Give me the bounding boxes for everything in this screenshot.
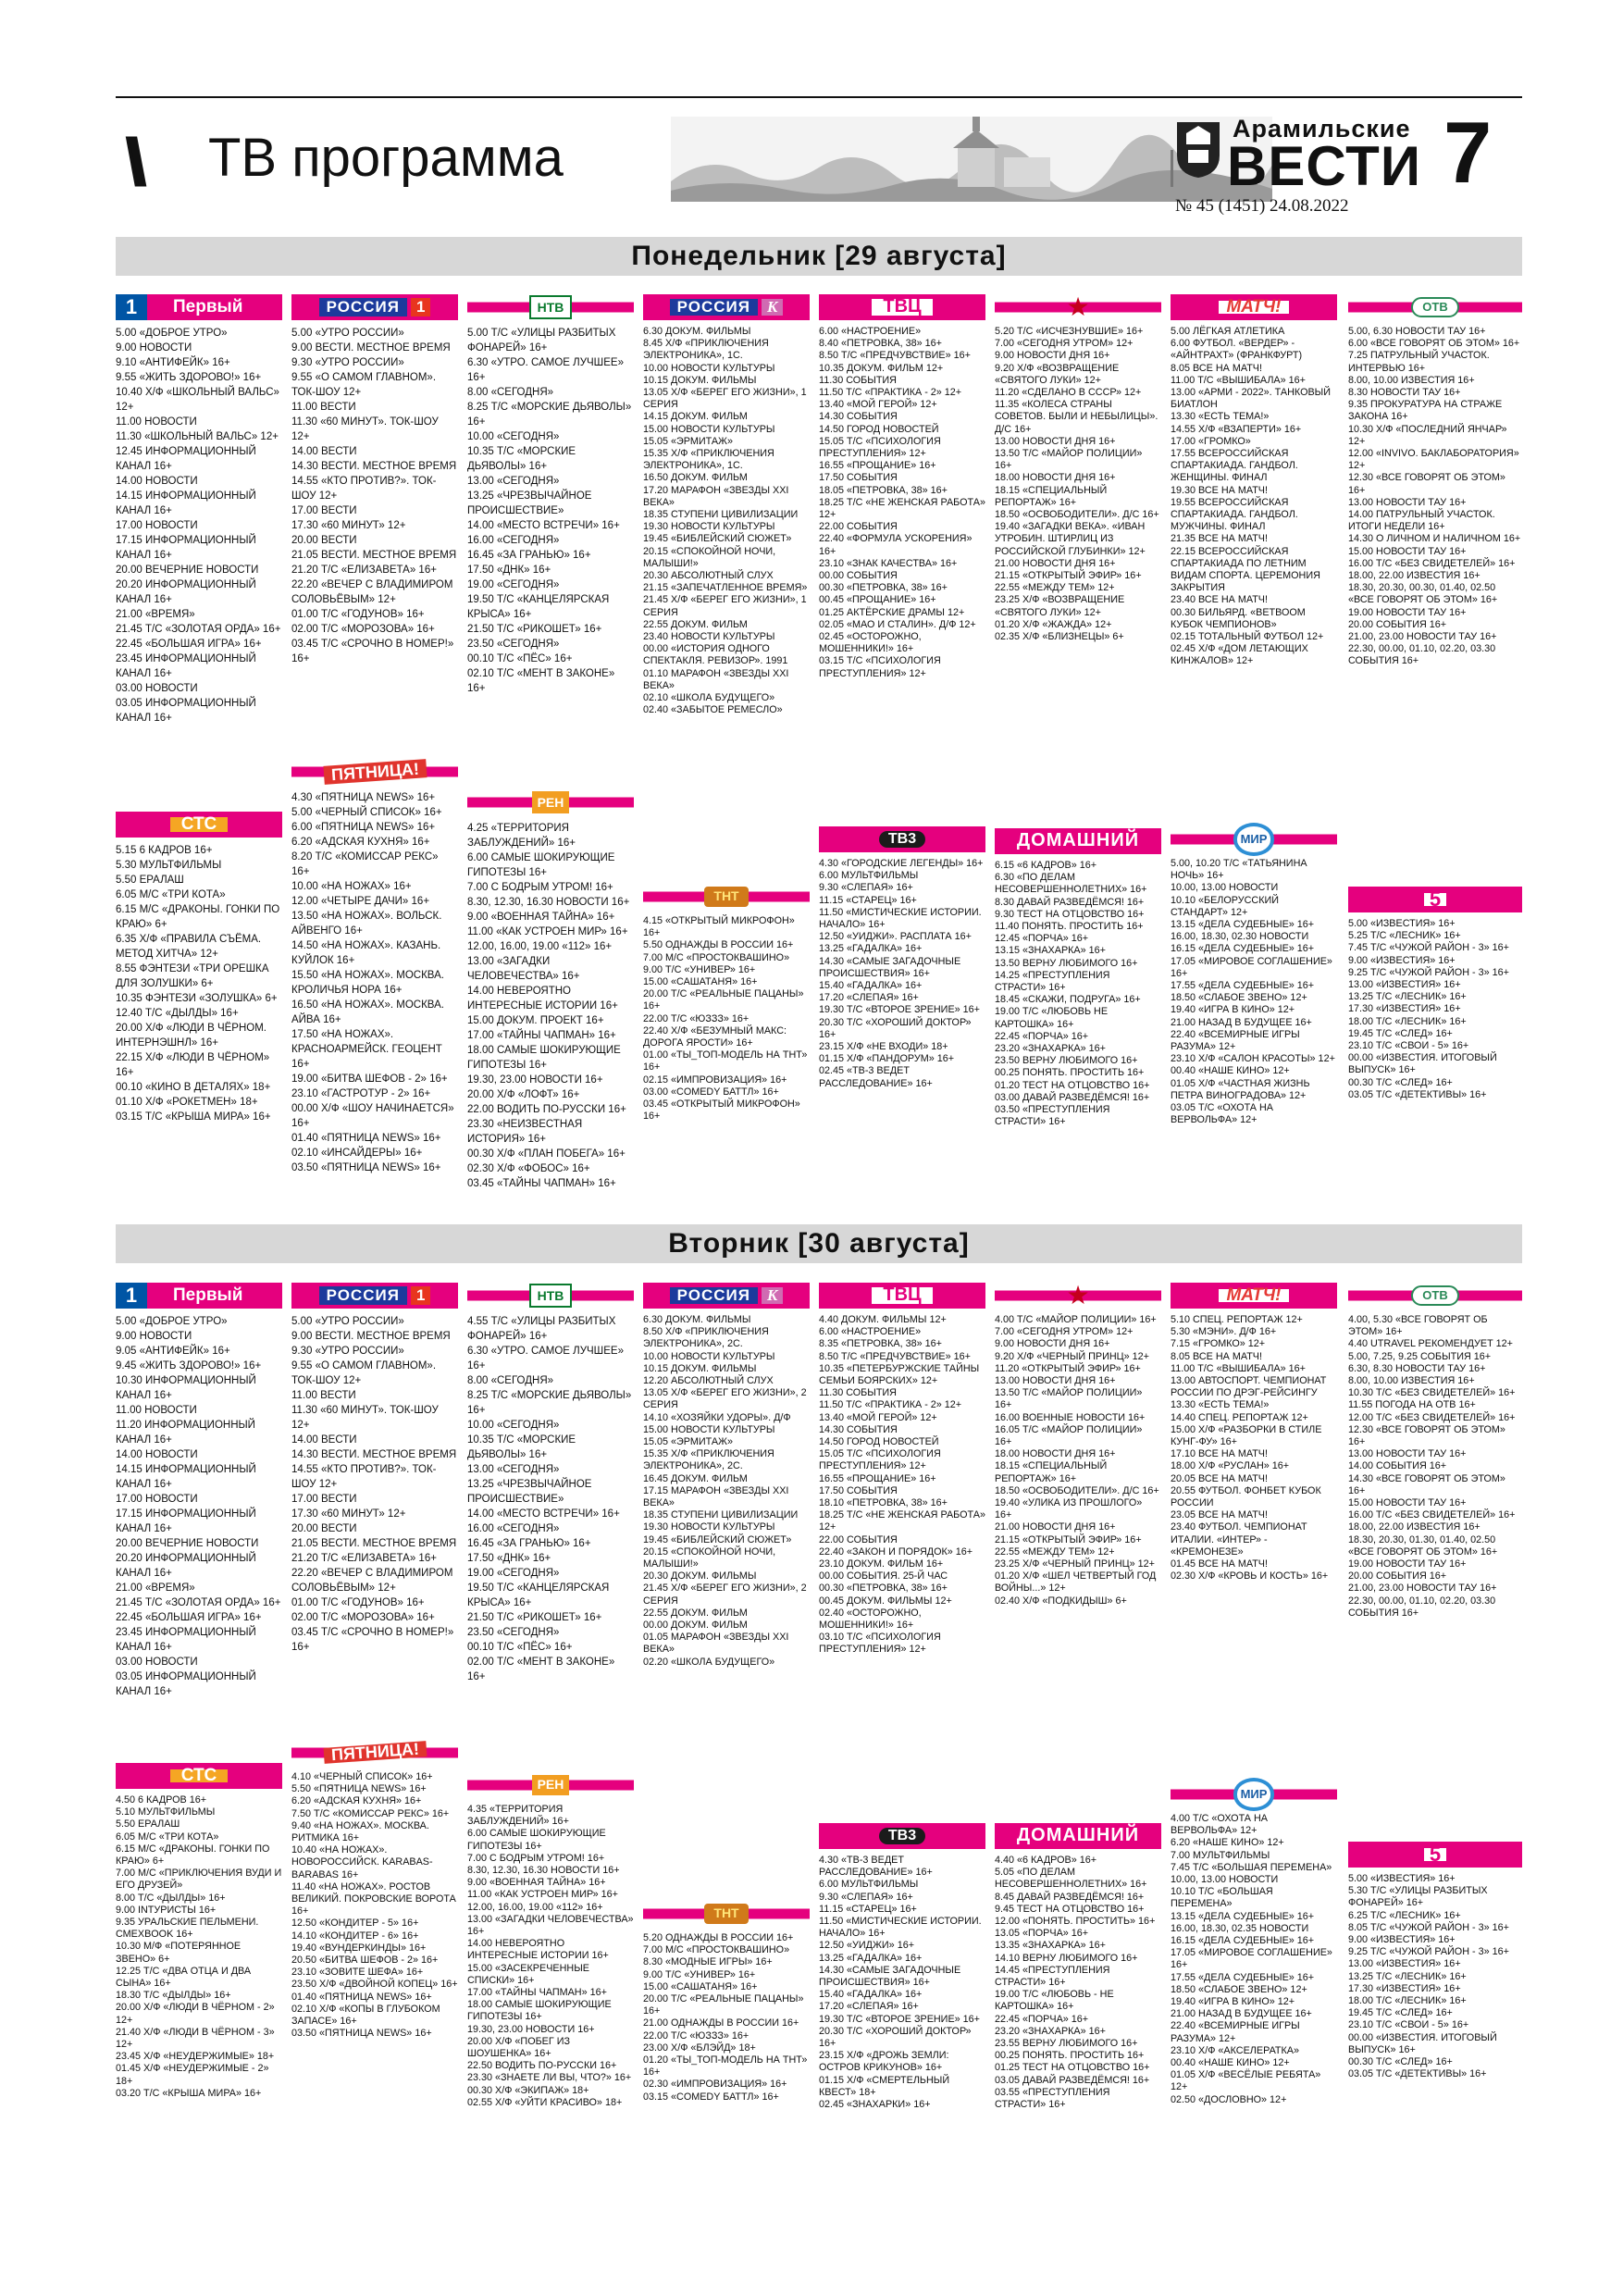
channel-column-first [116,1283,282,1699]
program-list: 5.00 «ДОБРОЕ УТРО» 9.00 НОВОСТИ 9.05 «АНТИФЕЙК» 16+ 9.45 «ЖИТЬ ЗДОРОВО!» 16+ 10.30 ИНФОРМАЦИОННЫЙ КАНАЛ 16+ 11.00 НОВОСТИ 11.20 ИНФОРМАЦИОННЫЙ КАНАЛ 16+ 14.00 НОВОСТИ 14.15 ИНФОРМАЦИОННЫЙ КАНАЛ 16+ 17.00 НОВОСТИ 17.15 ИНФОРМАЦИОННЫЙ КАНАЛ 16+ 20.00 ВЕЧЕРНИЕ НОВОСТИ 20.20 ИНФОРМАЦИОННЫЙ КАНАЛ 16+ 21.00 «ВРЕМЯ» 21.45 Т/С «ЗОЛОТАЯ ОРДА» 16+ 22.45 «БОЛЬШАЯ ИГРА» 16+ 23.45 ИНФОРМАЦИОННЫЙ КАНАЛ 16+ 03.00 НОВОСТИ 03.05 ИНФОРМАЦИОННЫЙ КАНАЛ 16+ [116,1316,281,1697]
section-title: ТВ программа [208,128,564,188]
program-list: 6.30 ДОКУМ. ФИЛЬМЫ 8.45 Х/Ф «ПРИКЛЮЧЕНИЯ ЭЛЕКТРОНИКА», 1С. 10.00 НОВОСТИ КУЛЬТУРЫ 10.15 ДОКУМ. ФИЛЬМЫ 13.05 Х/Ф «БЕРЕГ ЕГО ЖИЗНИ», 1 СЕРИЯ 14.15 ДОКУМ. ФИЛЬМ 15.00 НОВОСТИ КУЛЬТУРЫ 15.05 «ЭРМИТАЖ» 15.35 Х/Ф «ПРИКЛЮЧЕНИЯ ЭЛЕКТРОНИКА», 1С. 16.50 ДОКУМ. ФИЛЬМ 17.20 МАРАФОН «ЗВЕЗДЫ XXI ВЕКА» 18.35 СТУПЕНИ ЦИВИЛИЗАЦИИ 19.30 НОВОСТИ КУЛЬТУРЫ 19.45 «БИБЛЕЙСКИЙ СЮЖЕТ» 20.15 «СПОКОЙНОЙ НОЧИ, МАЛЫШИ!» 20.30 АБСОЛЮТНЫЙ СЛУХ 21.15 «ЗАПЕЧАТЛЕННОЕ ВРЕМЯ» 21.45 Х/Ф «БЕРЕГ ЕГО ЖИЗНИ», 1 СЕРИЯ 22.55 ДОКУМ. ФИЛЬМ 23.40 НОВОСТИ КУЛЬТУРЫ 00.00 «ИСТОРИЯ ОДНОГО СПЕКТАКЛЯ. РЕВИЗОР». 1991 01.10 МАРАФОН «ЗВЕЗДЫ XXI ВЕКА» 02.10 «ШКОЛА БУДУЩЕГО» 02.40 «ЗАБЫТОЕ РЕМЕСЛО» [643,326,808,716]
program-list: 4.30 «ТВ-3 ВЕДЕТ РАССЛЕДОВАНИЕ» 16+ 6.00 МУЛЬТФИЛЬМЫ 9.30 «СЛЕПАЯ» 16+ 11.15 «СТАРЕЦ» 16+ 11.50 «МИСТИЧЕСКИЕ ИСТОРИИ. НАЧАЛО» 16+ 12.50 «УИДЖИ» 16+ 13.25 «ГАДАЛКА» 16+ 14.30 «САМЫЕ ЗАГАДОЧНЫЕ ПРОИСШЕСТВИЯ» 16+ 15.40 «ГАДАЛКА» 16+ 17.20 «СЛЕПАЯ» 16+ 19.30 Т/С «ВТОРОЕ ЗРЕНИЕ» 16+ 20.30 Т/С «ХОРОШИЙ ДОКТОР» 16+ 23.15 Х/Ф «ДРОЖЬ ЗЕМЛИ: ОСТРОВ КРИКУНОВ» 16+ 01.15 Х/Ф «СМЕРТЕЛЬНЫЙ КВЕСТ» 18+ 02.45 «ЗНАХАРКИ» 16+ [819,1855,982,2111]
channel-column-ren [467,789,634,1191]
issue-info: № 45 (1451) 24.08.2022 [1175,196,1349,216]
channel-column-russia1 [291,1283,458,1655]
channel-column-five [1348,1842,1522,2080]
channel-logo-ren: РЕН [467,789,634,815]
program-list: 4.35 «ТЕРРИТОРИЯ ЗАБЛУЖДЕНИЙ» 16+ 6.00 САМЫЕ ШОКИРУЮЩИЕ ГИПОТЕЗЫ 16+ 7.00 С БОДРЫМ УТРОМ! 16+ 8.30, 12.30, 16.30 НОВОСТИ 16+ 9.00 «ВОЕННАЯ ТАЙНА» 16+ 11.00 «КАК УСТРОЕН МИР» 16+ 12.00, 16.00, 19.00 «112» 16+ 13.00 «ЗАГАДКИ ЧЕЛОВЕЧЕСТВА» 16+ 14.00 НЕВЕРОЯТНО ИНТЕРЕСНЫЕ ИСТОРИИ 16+ 15.00 «ЗАСЕКРЕЧЕННЫЕ СПИСКИ» 16+ 17.00 «ТАЙНЫ ЧАПМАН» 16+ 18.00 САМЫЕ ШОКИРУЮЩИЕ ГИПОТЕЗЫ 16+ 19.30, 23.00 НОВОСТИ 16+ 20.00 Х/Ф «ПОБЕГ ИЗ ШОУШЕНКА» 16+ 22.50 ВОДИТЬ ПО-РУССКИ 16+ 23.30 «ЗНАЕТЕ ЛИ ВЫ, ЧТО?» 16+ 00.30 Х/Ф «ЭКИПАЖ» 18+ 02.55 Х/Ф «УЙТИ КРАСИВО» 18+ [467,1804,634,2108]
channel-column-tnt [643,1901,810,2104]
channel-logo-ntv: НТВ [467,1283,634,1309]
newspaper-name-small: Арамильские [1233,115,1411,143]
channel-logo-first: 1 Первый [116,294,282,320]
channel-logo-sts: СТС [116,1763,282,1789]
program-list: 4.00 Т/С «ОХОТА НА ВЕРВОЛЬФА» 12+ 6.20 «НАШЕ КИНО» 12+ 7.00 МУЛЬТФИЛЬМЫ 7.45 Т/С «БОЛЬШАЯ ПЕРЕМЕНА» 10.00, 13.00 НОВОСТИ 10.10 Т/С «БОЛЬШАЯ ПЕРЕМЕНА» 13.15 «ДЕЛА СУДЕБНЫЕ» 16+ 16.00, 18.30, 02.35 НОВОСТИ 16.15 «ДЕЛА СУДЕБНЫЕ» 16+ 17.05 «МИРОВОЕ СОГЛАШЕНИЕ» 16+ 17.55 «ДЕЛА СУДЕБНЫЕ» 16+ 18.50 «СЛАБОЕ ЗВЕНО» 12+ 19.40 «ИГРА В КИНО» 12+ 21.00 НАЗАД В БУДУЩЕЕ 16+ 22.40 «ВСЕМИРНЫЕ ИГРЫ РАЗУМА» 12+ 23.10 Х/Ф «АКСЕЛЕРАТКА» 00.40 «НАШЕ КИНО» 12+ 01.05 Х/Ф «ВЕСЁЛЫЕ РЕБЯТА» 12+ 02.50 «ДОСЛОВНО» 12+ [1171,1813,1332,2105]
channel-column-ren [467,1772,634,2109]
channel-column-ntv [467,294,634,696]
channel-column-match [1171,1283,1337,1582]
channel-column-first [116,294,282,726]
channel-logo-five: 5 [1348,1842,1522,1868]
program-list: 4.30 «ПЯТНИЦА NEWS» 16+ 5.00 «ЧЕРНЫЙ СПИСОК» 16+ 6.00 «ПЯТНИЦА NEWS» 16+ 6.20 «АДСКАЯ КУХНЯ» 16+ 8.20 Т/С «КОМИССАР РЕКС» 16+ 10.00 «НА НОЖАХ» 16+ 12.00 «ЧЕТЫРЕ ДАЧИ» 16+ 13.50 «НА НОЖАХ». ВОЛЬСК. АЙВЕНГО 16+ 14.50 «НА НОЖАХ». КАЗАНЬ. КУЙЛОК 16+ 15.50 «НА НОЖАХ». МОСКВА. КРОЛИЧЬЯ НОРА 16+ 16.50 «НА НОЖАХ». МОСКВА. АЙВА 16+ 17.50 «НА НОЖАХ». КРАСНОАРМЕЙСК. ГЕОЦЕНТ 16+ 19.00 «БИТВА ШЕФОВ - 2» 16+ 23.10 «ГАСТРОТУР - 2» 16+ 00.00 Х/Ф «ШОУ НАЧИНАЕТСЯ» 16+ 01.40 «ПЯТНИЦА NEWS» 16+ 02.10 «ИНСАЙДЕРЫ» 16+ 03.50 «ПЯТНИЦА NEWS» 16+ [291,792,454,1173]
channel-logo-zvezda [995,294,1161,320]
channel-logo-match: МАТЧ! [1171,294,1337,320]
program-list: 6.00 «НАСТРОЕНИЕ» 8.40 «ПЕТРОВКА, 38» 16+ 8.50 Т/С «ПРЕДЧУВСТВИЕ» 16+ 10.35 ДОКУМ. ФИЛЬМ 12+ 11.30 СОБЫТИЯ 11.50 Т/С «ПРАКТИКА - 2» 12+ 13.40 «МОЙ ГЕРОЙ» 12+ 14.30 СОБЫТИЯ 14.50 ГОРОД НОВОСТЕЙ 15.05 Т/С «ПСИХОЛОГИЯ ПРЕСТУПЛЕНИЯ» 12+ 16.55 «ПРОЩАНИЕ» 16+ 17.50 СОБЫТИЯ 18.05 «ПЕТРОВКА, 38» 16+ 18.25 Т/С «НЕ ЖЕНСКАЯ РАБОТА» 12+ 22.00 СОБЫТИЯ 22.40 «ФОРМУЛА УСКОРЕНИЯ» 16+ 23.10 «ЗНАК КАЧЕСТВА» 16+ 00.00 СОБЫТИЯ 00.30 «ПЕТРОВКА, 38» 16+ 00.45 «ПРОЩАНИЕ» 16+ 01.25 АКТЁРСКИЕ ДРАМЫ 12+ 02.05 «МАО И СТАЛИН». Д/Ф 12+ 02.45 «ОСТОРОЖНО, МОШЕННИКИ!» 16+ 03.15 Т/С «ПСИХОЛОГИЯ ПРЕСТУПЛЕНИЯ» 12+ [819,326,985,679]
channel-logo-tv3: ТВ3 [819,826,985,852]
channel-logo-tvc: ТВЦ [819,294,985,320]
channel-column-tvc [819,1283,985,1657]
star-icon: ★ [1066,1281,1090,1310]
program-list: 4.50 6 КАДРОВ 16+ 5.10 МУЛЬТФИЛЬМЫ 5.50 ЕРАЛАШ 6.05 М/С «ТРИ КОТА» 6.15 М/С «ДРАКОНЫ. ГОНКИ ПО КРАЮ» 6+ 7.00 М/С «ПРИКЛЮЧЕНИЯ ВУДИ И ЕГО ДРУЗЕЙ» 8.00 Т/С «ДЫЛДЫ» 16+ 9.00 INTУРИСТЫ 16+ 9.35 УРАЛЬСКИЕ ПЕЛЬМЕНИ. СМЕХBOOK 16+ 10.30 М/Ф «ПОТЕРЯННОЕ ЗВЕНО» 6+ 12.25 Т/С «ДВА ОТЦА И ДВА СЫНА» 16+ 18.30 Т/С «ДЫЛДЫ» 16+ 20.00 Х/Ф «ЛЮДИ В ЧЁРНОМ - 2» 12+ 21.40 Х/Ф «ЛЮДИ В ЧЁРНОМ - 3» 12+ 23.45 Х/Ф «НЕУДЕРЖИМЫЕ» 18+ 01.45 Х/Ф «НЕУДЕРЖИМЫЕ - 2» 18+ 03.20 Т/С «КРЫША МИРА» 16+ [116,1794,282,2099]
program-list: 6.30 ДОКУМ. ФИЛЬМЫ 8.50 Х/Ф «ПРИКЛЮЧЕНИЯ ЭЛЕКТРОНИКА», 2С. 10.00 НОВОСТИ КУЛЬТУРЫ 10.15 ДОКУМ. ФИЛЬМЫ 12.20 АБСОЛЮТНЫЙ СЛУХ 13.05 Х/Ф «БЕРЕГ ЕГО ЖИЗНИ», 2 СЕРИЯ 14.10 «ХОЗЯЙКИ УДОРЫ». Д/Ф 15.00 НОВОСТИ КУЛЬТУРЫ 15.05 «ЭРМИТАЖ» 15.35 Х/Ф «ПРИКЛЮЧЕНИЯ ЭЛЕКТРОНИКА», 2С. 16.45 ДОКУМ. ФИЛЬМ 17.15 МАРАФОН «ЗВЕЗДЫ XXI ВЕКА» 18.35 СТУПЕНИ ЦИВИЛИЗАЦИИ 19.30 НОВОСТИ КУЛЬТУРЫ 19.45 «БИБЛЕЙСКИЙ СЮЖЕТ» 20.15 «СПОКОЙНОЙ НОЧИ, МАЛЫШИ!» 20.30 ДОКУМ. ФИЛЬМЫ 21.45 Х/Ф «БЕРЕГ ЕГО ЖИЗНИ», 2 СЕРИЯ 22.55 ДОКУМ. ФИЛЬМ 00.00 ДОКУМ. ФИЛЬМ 01.05 МАРАФОН «ЗВЕЗДЫ XXI ВЕКА» 02.20 «ШКОЛА БУДУЩЕГО» [643,1314,807,1668]
channel-logo-domashny: ДОМАШНИЙ [995,828,1161,854]
program-list: 4.40 «6 КАДРОВ» 16+ 5.05 «ПО ДЕЛАМ НЕСОВЕРШЕННОЛЕТНИХ» 16+ 8.45 ДАВАЙ РАЗВЕДЁМСЯ! 16+ 9.45 ТЕСТ НА ОТЦОВСТВО 16+ 12.00 «ПОНЯТЬ. ПРОСТИТЬ» 16+ 13.05 «ПОРЧА» 16+ 13.35 «ЗНАХАРКА» 16+ 14.10 ВЕРНУ ЛЮБИМОГО 16+ 14.45 «ПРЕСТУПЛЕНИЯ СТРАСТИ» 16+ 19.00 Т/С «ЛЮБОВЬ - НЕ КАРТОШКА» 16+ 22.45 «ПОРЧА» 16+ 23.20 «ЗНАХАРКА» 16+ 23.55 ВЕРНУ ЛЮБИМОГО 16+ 00.25 ПОНЯТЬ. ПРОСТИТЬ 16+ 01.25 ТЕСТ НА ОТЦОВСТВО 16+ 03.05 ДАВАЙ РАЗВЕДЁМСЯ! 16+ 03.55 «ПРЕСТУПЛЕНИЯ СТРАСТИ» 16+ [995,1855,1156,2111]
channel-column-tnt [643,884,810,1123]
channel-logo-kultura: РОССИЯ K [643,1283,810,1309]
page-number: 7 [1443,104,1493,201]
program-list: 5.00 «УТРО РОССИИ» 9.00 ВЕСТИ. МЕСТНОЕ ВРЕМЯ 9.30 «УТРО РОССИИ» 9.55 «О САМОМ ГЛАВНОМ». ТОК-ШОУ 12+ 11.00 ВЕСТИ 11.30 «60 МИНУТ». ТОК-ШОУ 12+ 14.00 ВЕСТИ 14.30 ВЕСТИ. МЕСТНОЕ ВРЕМЯ 14.55 «КТО ПРОТИВ?». ТОК-ШОУ 12+ 17.00 ВЕСТИ 17.30 «60 МИНУТ» 12+ 20.00 ВЕСТИ 21.05 ВЕСТИ. МЕСТНОЕ ВРЕМЯ 21.20 Т/С «ЕЛИЗАВЕТА» 16+ 22.20 «ВЕЧЕР С ВЛАДИМИРОМ СОЛОВЬЁВЫМ» 12+ 01.00 Т/С «ГОДУНОВ» 16+ 02.00 Т/С «МОРОЗОВА» 16+ 03.45 Т/С «СРОЧНО В НОМЕР!» 16+ [291,328,457,664]
program-list: 5.15 6 КАДРОВ 16+ 5.30 МУЛЬТФИЛЬМЫ 5.50 ЕРАЛАШ 6.05 М/С «ТРИ КОТА» 6.15 М/С «ДРАКОНЫ. ГОНКИ ПО КРАЮ» 6+ 6.35 Х/Ф «ПРАВИЛА СЪЁМА. МЕТОД ХИТЧА» 12+ 8.55 ФЭНТЕЗИ «ТРИ ОРЕШКА ДЛЯ ЗОЛУШКИ» 6+ 10.35 ФЭНТЕЗИ «ЗОЛУШКА» 6+ 12.40 Т/С «ДЫЛДЫ» 16+ 20.00 Х/Ф «ЛЮДИ В ЧЁРНОМ. ИНТЕРНЭШНЛ» 16+ 22.15 Х/Ф «ЛЮДИ В ЧЁРНОМ» 16+ 00.10 «КИНО В ДЕТАЛЯХ» 18+ 01.10 Х/Ф «РОКЕТМЕН» 18+ 03.15 Т/С «КРЫША МИРА» 16+ [116,845,280,1123]
channel-logo-first: 1 Первый [116,1283,282,1309]
channel-logo-pyatnitsa: ПЯТНИЦА! [291,759,458,785]
channel-logo-russia1: РОССИЯ 1 [291,294,458,320]
channel-column-kultura [643,294,810,717]
channel-logo-ren: РЕН [467,1772,634,1798]
channel-column-domashny [995,1823,1161,2111]
program-list: 4.25 «ТЕРРИТОРИЯ ЗАБЛУЖДЕНИЙ» 16+ 6.00 САМЫЕ ШОКИРУЮЩИЕ ГИПОТЕЗЫ 16+ 7.00 С БОДРЫМ УТРОМ! 16+ 8.30, 12.30, 16.30 НОВОСТИ 16+ 9.00 «ВОЕННАЯ ТАЙНА» 16+ 11.00 «КАК УСТРОЕН МИР» 16+ 12.00, 16.00, 19.00 «112» 16+ 13.00 «ЗАГАДКИ ЧЕЛОВЕЧЕСТВА» 16+ 14.00 НЕВЕРОЯТНО ИНТЕРЕСНЫЕ ИСТОРИИ 16+ 15.00 ДОКУМ. ПРОЕКТ 16+ 17.00 «ТАЙНЫ ЧАПМАН» 16+ 18.00 САМЫЕ ШОКИРУЮЩИЕ ГИПОТЕЗЫ 16+ 19.30, 23.00 НОВОСТИ 16+ 20.00 Х/Ф «ЛОФТ» 16+ 22.00 ВОДИТЬ ПО-РУССКИ 16+ 23.30 «НЕИЗВЕСТНАЯ ИСТОРИЯ» 16+ 00.30 Х/Ф «ПЛАН ПОБЕГА» 16+ 02.30 Х/Ф «ФОБОС» 16+ 03.45 «ТАЙНЫ ЧАПМАН» 16+ [467,823,630,1189]
program-list: 5.00, 6.30 НОВОСТИ ТАУ 16+ 6.00 «ВСЕ ГОВОРЯТ ОБ ЭТОМ» 16+ 7.25 ПАТРУЛЬНЫЙ УЧАСТОК. ИНТЕРВЬЮ 16+ 8.00, 10.00 ИЗВЕСТИЯ 16+ 8.30 НОВОСТИ ТАУ 16+ 9.35 ПРОКУРАТУРА НА СТРАЖЕ ЗАКОНА 16+ 10.30 Х/Ф «ПОСЛЕДНИЙ ЯНЧАР» 12+ 12.00 «INVIVO. БАКЛАБОРАТОРИЯ» 12+ 12.30 «ВСЕ ГОВОРЯТ ОБ ЭТОМ» 16+ 13.00 НОВОСТИ ТАУ 16+ 14.00 ПАТРУЛЬНЫЙ УЧАСТОК. ИТОГИ НЕДЕЛИ 16+ 14.30 О ЛИЧНОМ И НАЛИЧНОМ 16+ 15.00 НОВОСТИ ТАУ 16+ 16.00 Т/С «БЕЗ СВИДЕТЕЛЕЙ» 16+ 18.00, 22.00 ИЗВЕСТИЯ 16+ 18.30, 20.30, 00.30, 01.40, 02.50 «ВСЕ ГОВОРЯТ ОБ ЭТОМ» 16+ 19.00 НОВОСТИ ТАУ 16+ 20.00 СОБЫТИЯ 16+ 21.00, 23.00 НОВОСТИ ТАУ 16+ 22.30, 00.00, 01.10, 02.20, 03.30 СОБЫТИЯ 16+ [1348,326,1521,667]
program-list: 5.20 Т/С «ИСЧЕЗНУВШИЕ» 16+ 7.00 «СЕГОДНЯ УТРОМ» 12+ 9.00 НОВОСТИ ДНЯ 16+ 9.20 Х/Ф «ВОЗВРАЩЕНИЕ «СВЯТОГО ЛУКИ» 12+ 11.20 «СДЕЛАНО В СССР» 12+ 11.35 «КОЛЕСА СТРАНЫ СОВЕТОВ. БЫЛИ И НЕБЫЛИЦЫ». Д/С 16+ 13.00 НОВОСТИ ДНЯ 16+ 13.50 Т/С «МАЙОР ПОЛИЦИИ» 16+ 18.00 НОВОСТИ ДНЯ 16+ 18.15 «СПЕЦИАЛЬНЫЙ РЕПОРТАЖ» 16+ 18.50 «ОСВОБОДИТЕЛИ». Д/С 16+ 19.40 «ЗАГАДКИ ВЕКА». «ИВАН УТРОБИН. ШТИРЛИЦ ИЗ РОССИЙСКОЙ ГЛУБИНКИ» 12+ 21.00 НОВОСТИ ДНЯ 16+ 21.15 «ОТКРЫТЫЙ ЭФИР» 16+ 22.55 «МЕЖДУ ТЕМ» 12+ 23.25 Х/Ф «ВОЗВРАЩЕНИЕ «СВЯТОГО ЛУКИ» 12+ 01.20 Х/Ф «ЖАЖДА» 12+ 02.35 Х/Ф «БЛИЗНЕЦЫ» 6+ [995,326,1159,643]
channel-logo-kultura: РОССИЯ K [643,294,810,320]
channel-column-sts [116,812,282,1124]
coat-of-arms-icon [1175,120,1221,180]
program-list: 4.10 «ЧЕРНЫЙ СПИСОК» 16+ 5.50 «ПЯТНИЦА NEWS» 16+ 6.20 «АДСКАЯ КУХНЯ» 16+ 7.50 Т/С «КОМИССАР РЕКС» 16+ 9.40 «НА НОЖАХ». МОСКВА. РИТМИКА 16+ 10.40 «НА НОЖАХ». НОВОРОССИЙСК. KARABAS-BARABAS 16+ 11.40 «НА НОЖАХ». РОСТОВ ВЕЛИКИЙ. ПОКРОВСКИЕ ВОРОТА 16+ 12.50 «КОНДИТЕР - 5» 16+ 14.10 «КОНДИТЕР - 6» 16+ 19.40 «ВУНДЕРКИНДЫ» 16+ 20.50 «БИТВА ШЕФОВ - 2» 16+ 23.10 «ЗОВИТЕ ШЕФА» 16+ 23.50 Х/Ф «ДВОЙНОЙ КОПЕЦ» 16+ 01.40 «ПЯТНИЦА NEWS» 16+ 02.10 Х/Ф «КОПЫ В ГЛУБОКОМ ЗАПАСЕ» 16+ 03.50 «ПЯТНИЦА NEWS» 16+ [291,1771,458,2040]
channel-column-match [1171,294,1337,668]
program-list: 5.00, 10.20 Т/С «ТАТЬЯНИНА НОЧЬ» 16+ 10.00, 13.00 НОВОСТИ 10.10 «БЕЛОРУССКИЙ СТАНДАРТ» 12+ 13.15 «ДЕЛА СУДЕБНЫЕ» 16+ 16.00, 18.30, 02.30 НОВОСТИ 16.15 «ДЕЛА СУДЕБНЫЕ» 16+ 17.05 «МИРОВОЕ СОГЛАШЕНИЕ» 16+ 17.55 «ДЕЛА СУДЕБНЫЕ» 16+ 18.50 «СЛАБОЕ ЗВЕНО» 12+ 19.40 «ИГРА В КИНО» 12+ 21.00 НАЗАД В БУДУЩЕЕ 16+ 22.40 «ВСЕМИРНЫЕ ИГРЫ РАЗУМА» 12+ 23.10 Х/Ф «САЛОН КРАСОТЫ» 12+ 00.40 «НАШЕ КИНО» 12+ 01.05 Х/Ф «ЧАСТНАЯ ЖИЗНЬ ПЕТРА ВИНОГРАДОВА» 12+ 03.05 Т/С «ОХОТА НА ВЕРВОЛЬФА» 12+ [1171,858,1335,1126]
channel-logo-zvezda [995,1283,1161,1309]
channel-logo-mir: МИР [1171,826,1337,852]
channel-logo-pyatnitsa: ПЯТНИЦА! [291,1740,458,1766]
channel-column-russia1 [291,294,458,666]
program-list: 5.00 «ИЗВЕСТИЯ» 16+ 5.25 Т/С «ЛЕСНИК» 16+ 7.45 Т/С «ЧУЖОЙ РАЙОН - 3» 16+ 9.00 «ИЗВЕСТИЯ» 16+ 9.25 Т/С «ЧУЖОЙ РАЙОН - 3» 16+ 13.00 «ИЗВЕСТИЯ» 16+ 13.25 Т/С «ЛЕСНИК» 16+ 17.30 «ИЗВЕСТИЯ» 16+ 18.00 Т/С «ЛЕСНИК» 16+ 19.45 Т/С «СЛЕД» 16+ 23.10 Т/С «СВОИ - 5» 16+ 00.00 «ИЗВЕСТИЯ. ИТОГОВЫЙ ВЫПУСК» 16+ 00.30 Т/С «СЛЕД» 16+ 03.05 Т/С «ДЕТЕКТИВЫ» 16+ [1348,918,1509,1100]
channel-column-pyatnitsa [291,1740,458,2040]
channel-column-otr [1348,1283,1522,1620]
program-list: 6.15 «6 КАДРОВ» 16+ 6.30 «ПО ДЕЛАМ НЕСОВЕРШЕННОЛЕТНИХ» 16+ 8.30 ДАВАЙ РАЗВЕДЁМСЯ! 16+ 9.30 ТЕСТ НА ОТЦОВСТВО 16+ 11.40 ПОНЯТЬ. ПРОСТИТЬ 16+ 12.45 «ПОРЧА» 16+ 13.15 «ЗНАХАРКА» 16+ 13.50 ВЕРНУ ЛЮБИМОГО 16+ 14.25 «ПРЕСТУПЛЕНИЯ СТРАСТИ» 16+ 18.45 «СКАЖИ, ПОДРУГА» 16+ 19.00 Т/С «ЛЮБОВЬ НЕ КАРТОШКА» 16+ 22.45 «ПОРЧА» 16+ 23.20 «ЗНАХАРКА» 16+ 23.50 ВЕРНУ ЛЮБИМОГО 16+ 00.25 ПОНЯТЬ. ПРОСТИТЬ 16+ 01.20 ТЕСТ НА ОТЦОВСТВО 16+ 03.00 ДАВАЙ РАЗВЕДЁМСЯ! 16+ 03.50 «ПРЕСТУПЛЕНИЯ СТРАСТИ» 16+ [995,860,1150,1128]
program-list: 4.30 «ГОРОДСКИЕ ЛЕГЕНДЫ» 16+ 6.00 МУЛЬТФИЛЬМЫ 9.30 «СЛЕПАЯ» 16+ 11.15 «СТАРЕЦ» 16+ 11.50 «МИСТИЧЕСКИЕ ИСТОРИИ. НАЧАЛО» 16+ 12.50 «УИДЖИ». РАСПЛАТА 16+ 13.25 «ГАДАЛКА» 16+ 14.30 «САМЫЕ ЗАГАДОЧНЫЕ ПРОИСШЕСТВИЯ» 16+ 15.40 «ГАДАЛКА» 16+ 17.20 «СЛЕПАЯ» 16+ 19.30 Т/С «ВТОРОЕ ЗРЕНИЕ» 16+ 20.30 Т/С «ХОРОШИЙ ДОКТОР» 16+ 23.15 Х/Ф «НЕ ВХОДИ» 18+ 01.15 Х/Ф «ПАНДОРУМ» 16+ 02.45 «ТВ-3 ВЕДЕТ РАССЛЕДОВАНИЕ» 16+ [819,858,984,1089]
newspaper-name-big: ВЕСТИ [1227,135,1421,197]
channel-column-sts [116,1763,282,2100]
program-list: 5.00 «ДОБРОЕ УТРО» 9.00 НОВОСТИ 9.10 «АНТИФЕЙК» 16+ 9.55 «ЖИТЬ ЗДОРОВО!» 16+ 10.40 Х/Ф «ШКОЛЬНЫЙ ВАЛЬС» 12+ 11.00 НОВОСТИ 11.30 «ШКОЛЬНЫЙ ВАЛЬС» 12+ 12.45 ИНФОРМАЦИОННЫЙ КАНАЛ 16+ 14.00 НОВОСТИ 14.15 ИНФОРМАЦИОННЫЙ КАНАЛ 16+ 17.00 НОВОСТИ 17.15 ИНФОРМАЦИОННЫЙ КАНАЛ 16+ 20.00 ВЕЧЕРНИЕ НОВОСТИ 20.20 ИНФОРМАЦИОННЫЙ КАНАЛ 16+ 21.00 «ВРЕМЯ» 21.45 Т/С «ЗОЛОТАЯ ОРДА» 16+ 22.45 «БОЛЬШАЯ ИГРА» 16+ 23.45 ИНФОРМАЦИОННЫЙ КАНАЛ 16+ 03.00 НОВОСТИ 03.05 ИНФОРМАЦИОННЫЙ КАНАЛ 16+ [116,328,281,724]
program-list: 4.40 ДОКУМ. ФИЛЬМЫ 12+ 6.00 «НАСТРОЕНИЕ» 8.35 «ПЕТРОВКА, 38» 16+ 8.50 Т/С «ПРЕДЧУВСТВИЕ» 16+ 10.35 «ПЕТЕРБУРЖСКИЕ ТАЙНЫ СЕМЬИ БОЯРСКИХ» 12+ 11.30 СОБЫТИЯ 11.50 Т/С «ПРАКТИКА - 2» 12+ 13.40 «МОЙ ГЕРОЙ» 12+ 14.30 СОБЫТИЯ 14.50 ГОРОД НОВОСТЕЙ 15.05 Т/С «ПСИХОЛОГИЯ ПРЕСТУПЛЕНИЯ» 12+ 16.55 «ПРОЩАНИЕ» 16+ 17.50 СОБЫТИЯ 18.10 «ПЕТРОВКА, 38» 16+ 18.25 Т/С «НЕ ЖЕНСКАЯ РАБОТА» 12+ 22.00 СОБЫТИЯ 22.40 «ЗАКОН И ПОРЯДОК» 16+ 23.10 ДОКУМ. ФИЛЬМ 16+ 00.00 СОБЫТИЯ. 25-Й ЧАС 00.30 «ПЕТРОВКА, 38» 16+ 00.45 ДОКУМ. ФИЛЬМЫ 12+ 02.40 «ОСТОРОЖНО, МОШЕННИКИ!» 16+ 03.10 Т/С «ПСИХОЛОГИЯ ПРЕСТУПЛЕНИЯ» 12+ [819,1314,985,1656]
channel-column-mir [1171,826,1337,1126]
program-list: 4.00, 5.30 «ВСЕ ГОВОРЯТ ОБ ЭТОМ» 16+ 4.40 UTRAVEL РЕКОМЕНДУЕТ 12+ 5.00, 7.25, 9.25 СОБЫТИЯ 16+ 6.30, 8.30 НОВОСТИ ТАУ 16+ 8.00, 10.00 ИЗВЕСТИЯ 16+ 10.30 Т/С «БЕЗ СВИДЕТЕЛЕЙ» 16+ 11.55 ПОГОДА НА ОТВ 16+ 12.00 Т/С «БЕЗ СВИДЕТЕЛЕЙ» 16+ 12.30 «ВСЕ ГОВОРЯТ ОБ ЭТОМ» 16+ 13.00 НОВОСТИ ТАУ 16+ 14.00 СОБЫТИЯ 16+ 14.30 «ВСЕ ГОВОРЯТ ОБ ЭТОМ» 16+ 15.00 НОВОСТИ ТАУ 16+ 16.00 Т/С «БЕЗ СВИДЕТЕЛЕЙ» 16+ 18.00, 22.00 ИЗВЕСТИЯ 16+ 18.30, 20.30, 01.30, 01.40, 02.50 «ВСЕ ГОВОРЯТ ОБ ЭТОМ» 16+ 19.00 НОВОСТИ ТАУ 16+ 20.00 СОБЫТИЯ 16+ 21.00, 23.00 НОВОСТИ ТАУ 16+ 22.30, 00.00, 01.10, 02.20, 03.30 СОБЫТИЯ 16+ [1348,1314,1516,1619]
program-list: 4.55 Т/С «УЛИЦЫ РАЗБИТЫХ ФОНАРЕЙ» 16+ 6.30 «УТРО. САМОЕ ЛУЧШЕЕ» 16+ 8.00 «СЕГОДНЯ» 8.25 Т/С «МОРСКИЕ ДЬЯВОЛЫ» 16+ 10.00 «СЕГОДНЯ» 10.35 Т/С «МОРСКИЕ ДЬЯВОЛЫ» 16+ 13.00 «СЕГОДНЯ» 13.25 «ЧРЕЗВЫЧАЙНОЕ ПРОИСШЕСТВИЕ» 14.00 «МЕСТО ВСТРЕЧИ» 16+ 16.00 «СЕГОДНЯ» 16.45 «ЗА ГРАНЬЮ» 16+ 17.50 «ДНК» 16+ 19.00 «СЕГОДНЯ» 19.50 Т/С «КАНЦЕЛЯРСКАЯ КРЫСА» 16+ 21.50 Т/С «РИКОШЕТ» 16+ 23.50 «СЕГОДНЯ» 00.10 Т/С «ПЁС» 16+ 02.00 Т/С «МЕНТ В ЗАКОНЕ» 16+ [467,1316,632,1682]
program-list: 5.00 «УТРО РОССИИ» 9.00 ВЕСТИ. МЕСТНОЕ ВРЕМЯ 9.30 «УТРО РОССИИ» 9.55 «О САМОМ ГЛАВНОМ». ТОК-ШОУ 12+ 11.00 ВЕСТИ 11.30 «60 МИНУТ». ТОК-ШОУ 12+ 14.00 ВЕСТИ 14.30 ВЕСТИ. МЕСТНОЕ ВРЕМЯ 14.55 «КТО ПРОТИВ?». ТОК-ШОУ 12+ 17.00 ВЕСТИ 17.30 «60 МИНУТ» 12+ 20.00 ВЕСТИ 21.05 ВЕСТИ. МЕСТНОЕ ВРЕМЯ 21.20 Т/С «ЕЛИЗАВЕТА» 16+ 22.20 «ВЕЧЕР С ВЛАДИМИРОМ СОЛОВЬЁВЫМ» 12+ 01.00 Т/С «ГОДУНОВ» 16+ 02.00 Т/С «МОРОЗОВА» 16+ 03.45 Т/С «СРОЧНО В НОМЕР!» 16+ [291,1316,457,1653]
program-list: 5.20 ОДНАЖДЫ В РОССИИ 16+ 7.00 М/С «ПРОСТОКВАШИНО» 8.30 «МОДНЫЕ ИГРЫ» 16+ 9.00 Т/С «УНИВЕР» 16+ 15.00 «САШАТАНЯ» 16+ 20.00 Т/С «РЕАЛЬНЫЕ ПАЦАНЫ» 16+ 21.00 ОДНАЖДЫ В РОССИИ 16+ 22.00 Т/С «ЮЗЗЗ» 16+ 23.00 Х/Ф «БЛЭЙД» 18+ 01.20 «ТЫ_ТОП-МОДЕЛЬ НА ТНТ» 16+ 02.30 «ИМПРОВИЗАЦИЯ» 16+ 03.15 «COMEDY БАТТЛ» 16+ [643,1932,808,2103]
day-heading-monday: Понедельник [29 августа] [116,237,1522,276]
channel-logo-tnt: ТНТ [643,1901,810,1927]
channel-logo-mir: МИР [1171,1781,1337,1807]
channel-column-mir [1171,1781,1337,2106]
day-heading-tuesday: Вторник [30 августа] [116,1224,1522,1263]
program-list: 5.00 ЛЁГКАЯ АТЛЕТИКА 6.00 ФУТБОЛ. «ВЕРДЕР» - «АЙНТРАХТ» (ФРАНКФУРТ) 8.05 ВСЕ НА МАТЧ! 11.00 Т/С «ВЫШИБАЛА» 16+ 13.00 «АРМИ - 2022». ТАНКОВЫЙ БИАТЛОН 13.30 «ЕСТЬ ТЕМА!» 14.55 Х/Ф «ВЗАПЕРТИ» 16+ 17.00 «ГРОМКО» 17.55 ВСЕРОССИЙСКАЯ СПАРТАКИАДА. ГАНДБОЛ. ЖЕНЩИНЫ. ФИНАЛ 19.30 ВСЕ НА МАТЧ! 19.55 ВСЕРОССИЙСКАЯ СПАРТАКИАДА. ГАНДБОЛ. МУЖЧИНЫ. ФИНАЛ 21.35 ВСЕ НА МАТЧ! 22.15 ВСЕРОССИЙСКАЯ СПАРТАКИАДА ПО ЛЕТНИМ ВИДАМ СПОРТА. ЦЕРЕМОНИЯ ЗАКРЫТИЯ 23.40 ВСЕ НА МАТЧ! 00.30 БИЛЬЯРД. «ВЕТВООМ КУБОК ЧЕМПИОНОВ» 02.15 ТОТАЛЬНЫЙ ФУТБОЛ 12+ 02.45 Х/Ф «ДОМ ЛЕТАЮЩИХ КИНЖАЛОВ» 12+ [1171,326,1331,667]
channel-logo-tv3: ТВ3 [819,1823,985,1849]
channel-logo-domashny: ДОМАШНИЙ [995,1823,1161,1849]
channel-logo-five: 5 [1348,887,1522,912]
masthead [116,96,1522,216]
program-list: 5.00 Т/С «УЛИЦЫ РАЗБИТЫХ ФОНАРЕЙ» 16+ 6.30 «УТРО. САМОЕ ЛУЧШЕЕ» 16+ 8.00 «СЕГОДНЯ» 8.25 Т/С «МОРСКИЕ ДЬЯВОЛЫ» 16+ 10.00 «СЕГОДНЯ» 10.35 Т/С «МОРСКИЕ ДЬЯВОЛЫ» 16+ 13.00 «СЕГОДНЯ» 13.25 «ЧРЕЗВЫЧАЙНОЕ ПРОИСШЕСТВИЕ» 14.00 «МЕСТО ВСТРЕЧИ» 16+ 16.00 «СЕГОДНЯ» 16.45 «ЗА ГРАНЬЮ» 16+ 17.50 «ДНК» 16+ 19.00 «СЕГОДНЯ» 19.50 Т/С «КАНЦЕЛЯРСКАЯ КРЫСА» 16+ 21.50 Т/С «РИКОШЕТ» 16+ 23.50 «СЕГОДНЯ» 00.10 Т/С «ПЁС» 16+ 02.10 Т/С «МЕНТ В ЗАКОНЕ» 16+ [467,328,632,694]
channel-column-kultura [643,1283,810,1669]
channel-column-tvc [819,294,985,680]
channel-logo-russia1: РОССИЯ 1 [291,1283,458,1309]
channel-column-zvezda [995,294,1161,643]
channel-column-otr [1348,294,1522,668]
newspaper-logo [1175,105,1425,216]
program-list: 4.15 «ОТКРЫТЫЙ МИКРОФОН» 16+ 5.50 ОДНАЖДЫ В РОССИИ 16+ 7.00 М/С «ПРОСТОКВАШИНО» 9.00 Т/С «УНИВЕР» 16+ 15.00 «САШАТАНЯ» 16+ 20.00 Т/С «РЕАЛЬНЫЕ ПАЦАНЫ» 16+ 22.00 Т/С «ЮЗЗЗ» 16+ 22.40 Х/Ф «БЕЗУМНЫЙ МАКС: ДОРОГА ЯРОСТИ» 16+ 01.00 «ТЫ_ТОП-МОДЕЛЬ НА ТНТ» 16+ 02.15 «ИМПРОВИЗАЦИЯ» 16+ 03.00 «COMEDY БАТТЛ» 16+ 03.45 «ОТКРЫТЫЙ МИКРОФОН» 16+ [643,915,808,1123]
channel-column-tv3 [819,1823,985,2111]
channel-logo-otr: ОТВ [1348,1283,1522,1309]
channel-column-domashny [995,828,1161,1128]
channel-logo-sts: СТС [116,812,282,838]
channel-column-pyatnitsa [291,759,458,1175]
channel-logo-match: МАТЧ! [1171,1283,1337,1309]
channel-logo-otr: ОТВ [1348,294,1522,320]
channel-logo-tvc: ТВЦ [819,1283,985,1309]
channel-column-ntv [467,1283,634,1684]
star-icon: ★ [1066,292,1090,322]
channel-column-zvezda [995,1283,1161,1607]
slashes-icon: \\ [125,126,133,200]
program-list: 5.00 «ИЗВЕСТИЯ» 16+ 5.30 Т/С «УЛИЦЫ РАЗБИТЫХ ФОНАРЕЙ» 16+ 6.25 Т/С «ЛЕСНИК» 16+ 8.05 Т/С «ЧУЖОЙ РАЙОН - 3» 16+ 9.00 «ИЗВЕСТИЯ» 16+ 9.25 Т/С «ЧУЖОЙ РАЙОН - 3» 16+ 13.00 «ИЗВЕСТИЯ» 16+ 13.25 Т/С «ЛЕСНИК» 16+ 17.30 «ИЗВЕСТИЯ» 16+ 18.00 Т/С «ЛЕСНИК» 16+ 19.45 Т/С «СЛЕД» 16+ 23.10 Т/С «СВОИ - 5» 16+ 00.00 «ИЗВЕСТИЯ. ИТОГОВЫЙ ВЫПУСК» 16+ 00.30 Т/С «СЛЕД» 16+ 03.05 Т/С «ДЕТЕКТИВЫ» 16+ [1348,1873,1509,2080]
channel-column-five [1348,887,1522,1101]
channel-column-tv3 [819,826,985,1090]
channel-logo-ntv: НТВ [467,294,634,320]
program-list: 5.10 СПЕЦ. РЕПОРТАЖ 12+ 5.30 «МЭНИ». Д/Ф 16+ 7.15 «ГРОМКО» 12+ 8.05 ВСЕ НА МАТЧ! 11.00 Т/С «ВЫШИБАЛА» 16+ 13.00 АВТОСПОРТ. ЧЕМПИОНАТ РОССИИ ПО ДРЭГ-РЕЙСИНГУ 13.30 «ЕСТЬ ТЕМА!» 14.40 СПЕЦ. РЕПОРТАЖ 12+ 15.00 Х/Ф «РАЗБОРКИ В СТИЛЕ КУНГ-ФУ» 16+ 17.10 ВСЕ НА МАТЧ! 18.00 Х/Ф «РУСЛАН» 16+ 20.05 ВСЕ НА МАТЧ! 20.55 ФУТБОЛ. ФОНБЕТ КУБОК РОССИИ 23.05 ВСЕ НА МАТЧ! 23.40 ФУТБОЛ. ЧЕМПИОНАТ ИТАЛИИ. «ИНТЕР» - «КРЕМОНЕЗЕ» 01.45 ВСЕ НА МАТЧ! 02.30 Х/Ф «КРОВЬ И КОСТЬ» 16+ [1171,1314,1329,1582]
channel-logo-tnt: ТНТ [643,884,810,910]
program-list: 4.00 Т/С «МАЙОР ПОЛИЦИИ» 16+ 7.00 «СЕГОДНЯ УТРОМ» 12+ 9.00 НОВОСТИ ДНЯ 16+ 9.20 Х/Ф «ЧЕРНЫЙ ПРИНЦ» 12+ 11.20 «ОТКРЫТЫЙ ЭФИР» 16+ 13.00 НОВОСТИ ДНЯ 16+ 13.50 Т/С «МАЙОР ПОЛИЦИИ» 16+ 16.00 ВОЕННЫЕ НОВОСТИ 16+ 16.05 Т/С «МАЙОР ПОЛИЦИИ» 16+ 18.00 НОВОСТИ ДНЯ 16+ 18.15 «СПЕЦИАЛЬНЫЙ РЕПОРТАЖ» 16+ 18.50 «ОСВОБОДИТЕЛИ». Д/С 16+ 19.40 «УЛИКА ИЗ ПРОШЛОГО» 16+ 21.00 НОВОСТИ ДНЯ 16+ 21.15 «ОТКРЫТЫЙ ЭФИР» 16+ 22.55 «МЕЖДУ ТЕМ» 12+ 23.25 Х/Ф «ЧЕРНЫЙ ПРИНЦ» 12+ 01.20 Х/Ф «ШЕЛ ЧЕТВЕРТЫЙ ГОД ВОЙНЫ...» 12+ 02.40 Х/Ф «ПОДКИДЫШ» 6+ [995,1314,1159,1607]
